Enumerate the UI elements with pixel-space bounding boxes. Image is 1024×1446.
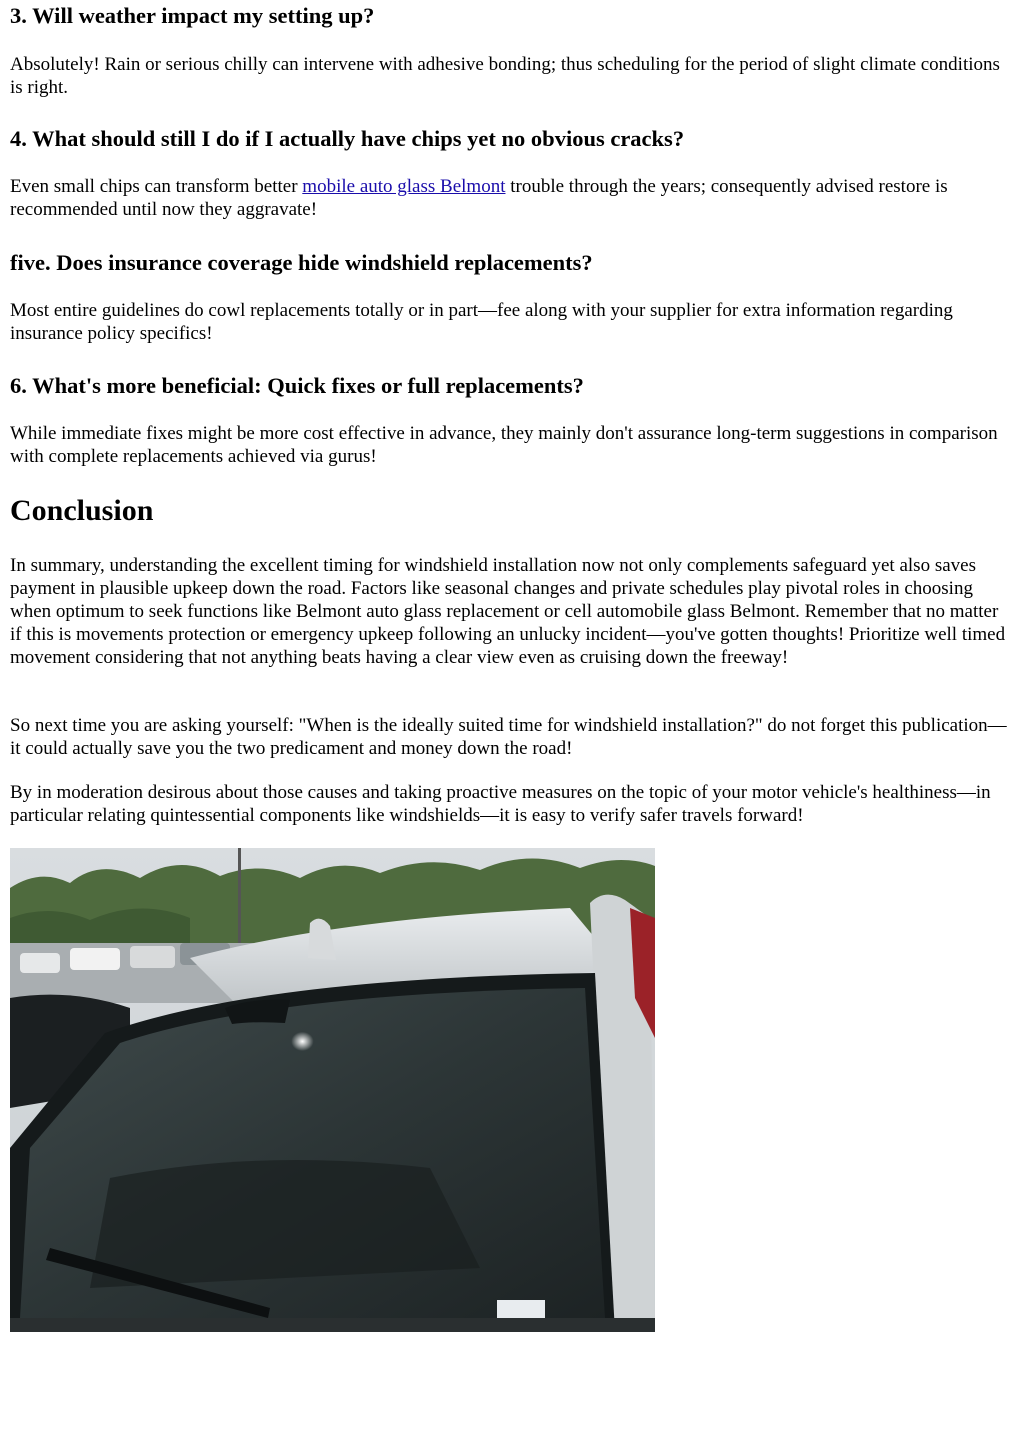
conclusion-paragraph-2: So next time you are asking yourself: "When is the ideally suited time for windshield installation?" do not forget this publication—it could actually save you the two predicament and money down the road! xyxy=(10,715,1007,759)
faq-heading-5: five. Does insurance coverage hide windshield replacements? xyxy=(10,250,593,275)
faq-answer-4-after: trouble through the years; consequently advised restore is recommended until now they aggravate! xyxy=(10,176,948,220)
faq-answer-4-before: Even small chips can transform better xyxy=(10,176,303,197)
conclusion-heading: Conclusion xyxy=(10,494,154,527)
faq-heading-3: 3. Will weather impact my setting up? xyxy=(10,3,375,28)
faq-heading-6: 6. What's more beneficial: Quick fixes or full replacements? xyxy=(10,373,584,398)
faq-heading-4: 4. What should still I do if I actually have chips yet no obvious cracks? xyxy=(10,126,685,151)
faq-answer-4 xyxy=(10,175,1014,221)
faq-answer-6: While immediate fixes might be more cost effective in advance, they mainly don't assurance long-term suggestions in comparison with complete replacements achieved via gurus! xyxy=(10,423,998,467)
windshield-photo xyxy=(10,848,655,1332)
faq-answer-5: Most entire guidelines do cowl replacements totally or in part—fee along with your supplier for extra information regarding insurance policy specifics! xyxy=(10,300,953,344)
faq-answer-3: Absolutely! Rain or serious chilly can intervene with adhesive bonding; thus scheduling for the period of slight climate conditions is right. xyxy=(10,54,1000,98)
mobile-auto-glass-belmont-link[interactable]: mobile auto glass Belmont xyxy=(302,176,506,197)
conclusion-paragraph-1: In summary, understanding the excellent timing for windshield installation now not only complements safeguard yet also saves payment in plausible upkeep down the road. Factors like seasonal changes and private schedules play pivotal roles in choosing when optimum to seek functions like Belmont auto glass replacement or cell automobile glass Belmont. Remember that no matter if this is movements protection or emergency upkeep following an unlucky incident—you've gotten thoughts! Prioritize well timed movement considering that not anything beats having a clear view even as cruising down the freeway! xyxy=(10,555,1006,668)
conclusion-paragraph-3: By in moderation desirous about those causes and taking proactive measures on the topic of your motor vehicle's healthiness—in particular relating quintessential components like windshields—it is easy to verify safer travels forward! xyxy=(10,782,991,826)
